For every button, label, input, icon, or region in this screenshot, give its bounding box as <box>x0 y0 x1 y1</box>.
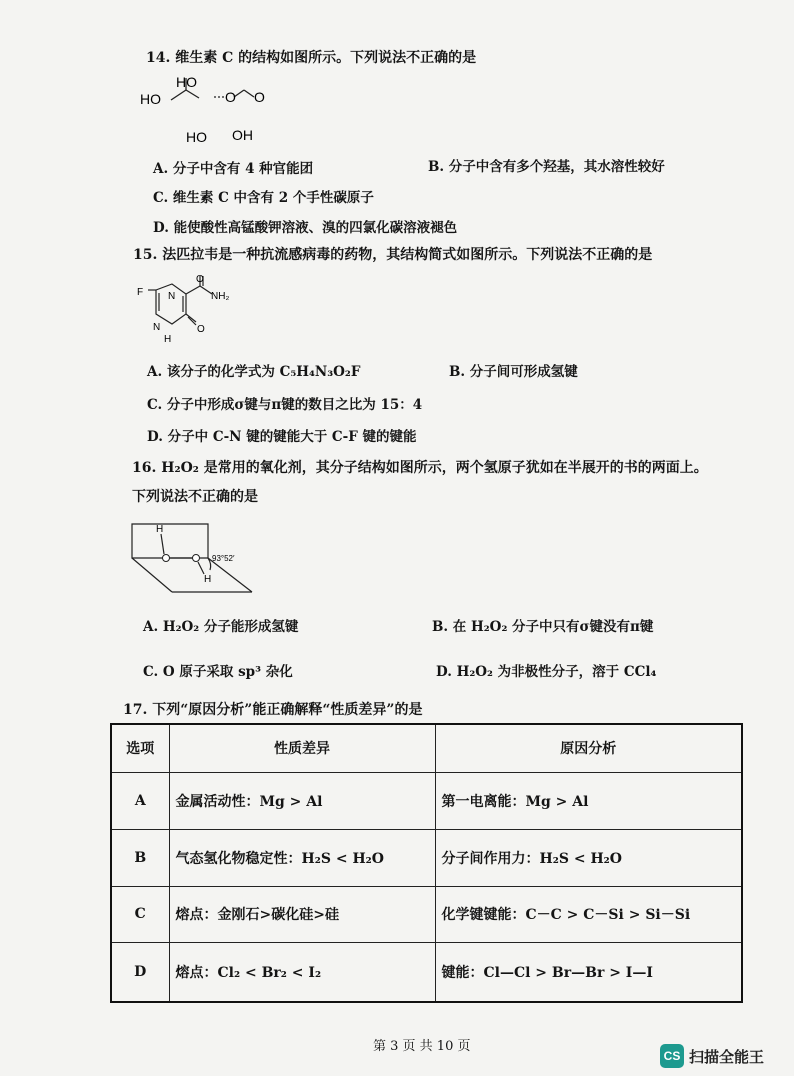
q16-option-c: C. O 原子采取 sp³ 杂化 <box>143 664 293 680</box>
q15-stem: 15. 法匹拉韦是一种抗流感病毒的药物，其结构简式如图所示。下列说法不正确的是 <box>133 247 653 263</box>
row-reason: 化学键键能：C－C > C－Si > Si－Si <box>435 886 742 942</box>
table-row <box>111 772 742 829</box>
label-bottom-ho: HO <box>186 129 207 145</box>
label-n-bottom: N <box>153 322 161 333</box>
label-carbonyl-o: O <box>254 89 265 105</box>
label-amide-o: O <box>196 274 204 285</box>
table-row <box>111 829 742 886</box>
q17-table <box>110 723 743 1003</box>
row-reason: 第一电离能：Mg > Al <box>435 772 742 829</box>
cs-logo-icon: CS <box>660 1044 684 1068</box>
row-option: B <box>111 829 169 886</box>
q14-option-c: C. 维生素 C 中含有 2 个手性碳原子 <box>153 190 374 206</box>
label-top-ho: HO <box>176 74 197 90</box>
table-header-row <box>111 724 742 772</box>
label-h: H <box>164 334 172 345</box>
row-option: D <box>111 942 169 1002</box>
q14-option-b: B. 分子中含有多个羟基，其水溶性较好 <box>428 159 665 175</box>
table-row <box>111 942 742 1002</box>
h2o2-structure <box>126 518 266 598</box>
header-reason: 原因分析 <box>435 724 742 772</box>
camscanner-watermark <box>660 1044 764 1068</box>
q15-option-a: A. 该分子的化学式为 C₅H₄N₃O₂F <box>147 364 361 380</box>
label-bottom-oh: OH <box>232 127 253 143</box>
q15-option-b: B. 分子间可形成氢键 <box>449 364 578 380</box>
row-reason: 键能：Cl—Cl > Br—Br > I—I <box>435 942 742 1002</box>
q15-option-c: C. 分子中形成σ键与π键的数目之比为 15：4 <box>147 397 423 413</box>
favipiravir-structure <box>130 272 250 348</box>
vitamin-c-structure <box>136 70 276 150</box>
q17-stem: 17. 下列“原因分析”能正确解释“性质差异”的是 <box>123 702 423 718</box>
q16-stem: 16. H₂O₂ 是常用的氧化剂，其分子结构如图所示，两个氢原子犹如在半展开的书的两面上。 <box>132 460 708 476</box>
label-f: F <box>137 287 144 298</box>
row-property: 熔点：金刚石>碳化硅>硅 <box>169 886 435 942</box>
q16-stem-line2: 下列说法不正确的是 <box>132 489 258 505</box>
row-property: 气态氢化物稳定性：H₂S < H₂O <box>169 829 435 886</box>
q16-option-a: A. H₂O₂ 分子能形成氢键 <box>143 619 299 635</box>
q15-option-d: D. 分子中 C-N 键的键能大于 C-F 键的键能 <box>147 429 417 445</box>
q14-option-a: A. 分子中含有 4 种官能团 <box>153 161 314 177</box>
label-n-top: N <box>168 291 176 302</box>
label-angle: 93°52′ <box>212 554 235 563</box>
row-option: C <box>111 886 169 942</box>
label-ring-o: O <box>225 89 236 105</box>
table-row <box>111 886 742 942</box>
label-h-bottom: H <box>204 574 212 585</box>
page-footer: 第 3 页 共 10 页 <box>373 1039 471 1054</box>
label-ring-o-15: O <box>197 324 205 335</box>
row-property: 金属活动性：Mg > Al <box>169 772 435 829</box>
label-left-ho: HO <box>140 91 161 107</box>
q14-option-d: D. 能使酸性高锰酸钾溶液、溴的四氯化碳溶液褪色 <box>153 220 458 236</box>
label-h-top: H <box>156 524 164 535</box>
header-property: 性质差异 <box>169 724 435 772</box>
cs-watermark-text: 扫描全能王 <box>689 1047 765 1066</box>
q14-stem: 14. 维生素 C 的结构如图所示。下列说法不正确的是 <box>146 50 477 66</box>
q16-option-b: B. 在 H₂O₂ 分子中只有σ键没有π键 <box>432 619 654 635</box>
label-nh2: NH₂ <box>211 291 230 302</box>
header-option: 选项 <box>111 724 169 772</box>
row-option: A <box>111 772 169 829</box>
q16-option-d: D. H₂O₂ 为非极性分子，溶于 CCl₄ <box>436 664 657 680</box>
row-reason: 分子间作用力：H₂S < H₂O <box>435 829 742 886</box>
row-property: 熔点：Cl₂ < Br₂ < I₂ <box>169 942 435 1002</box>
